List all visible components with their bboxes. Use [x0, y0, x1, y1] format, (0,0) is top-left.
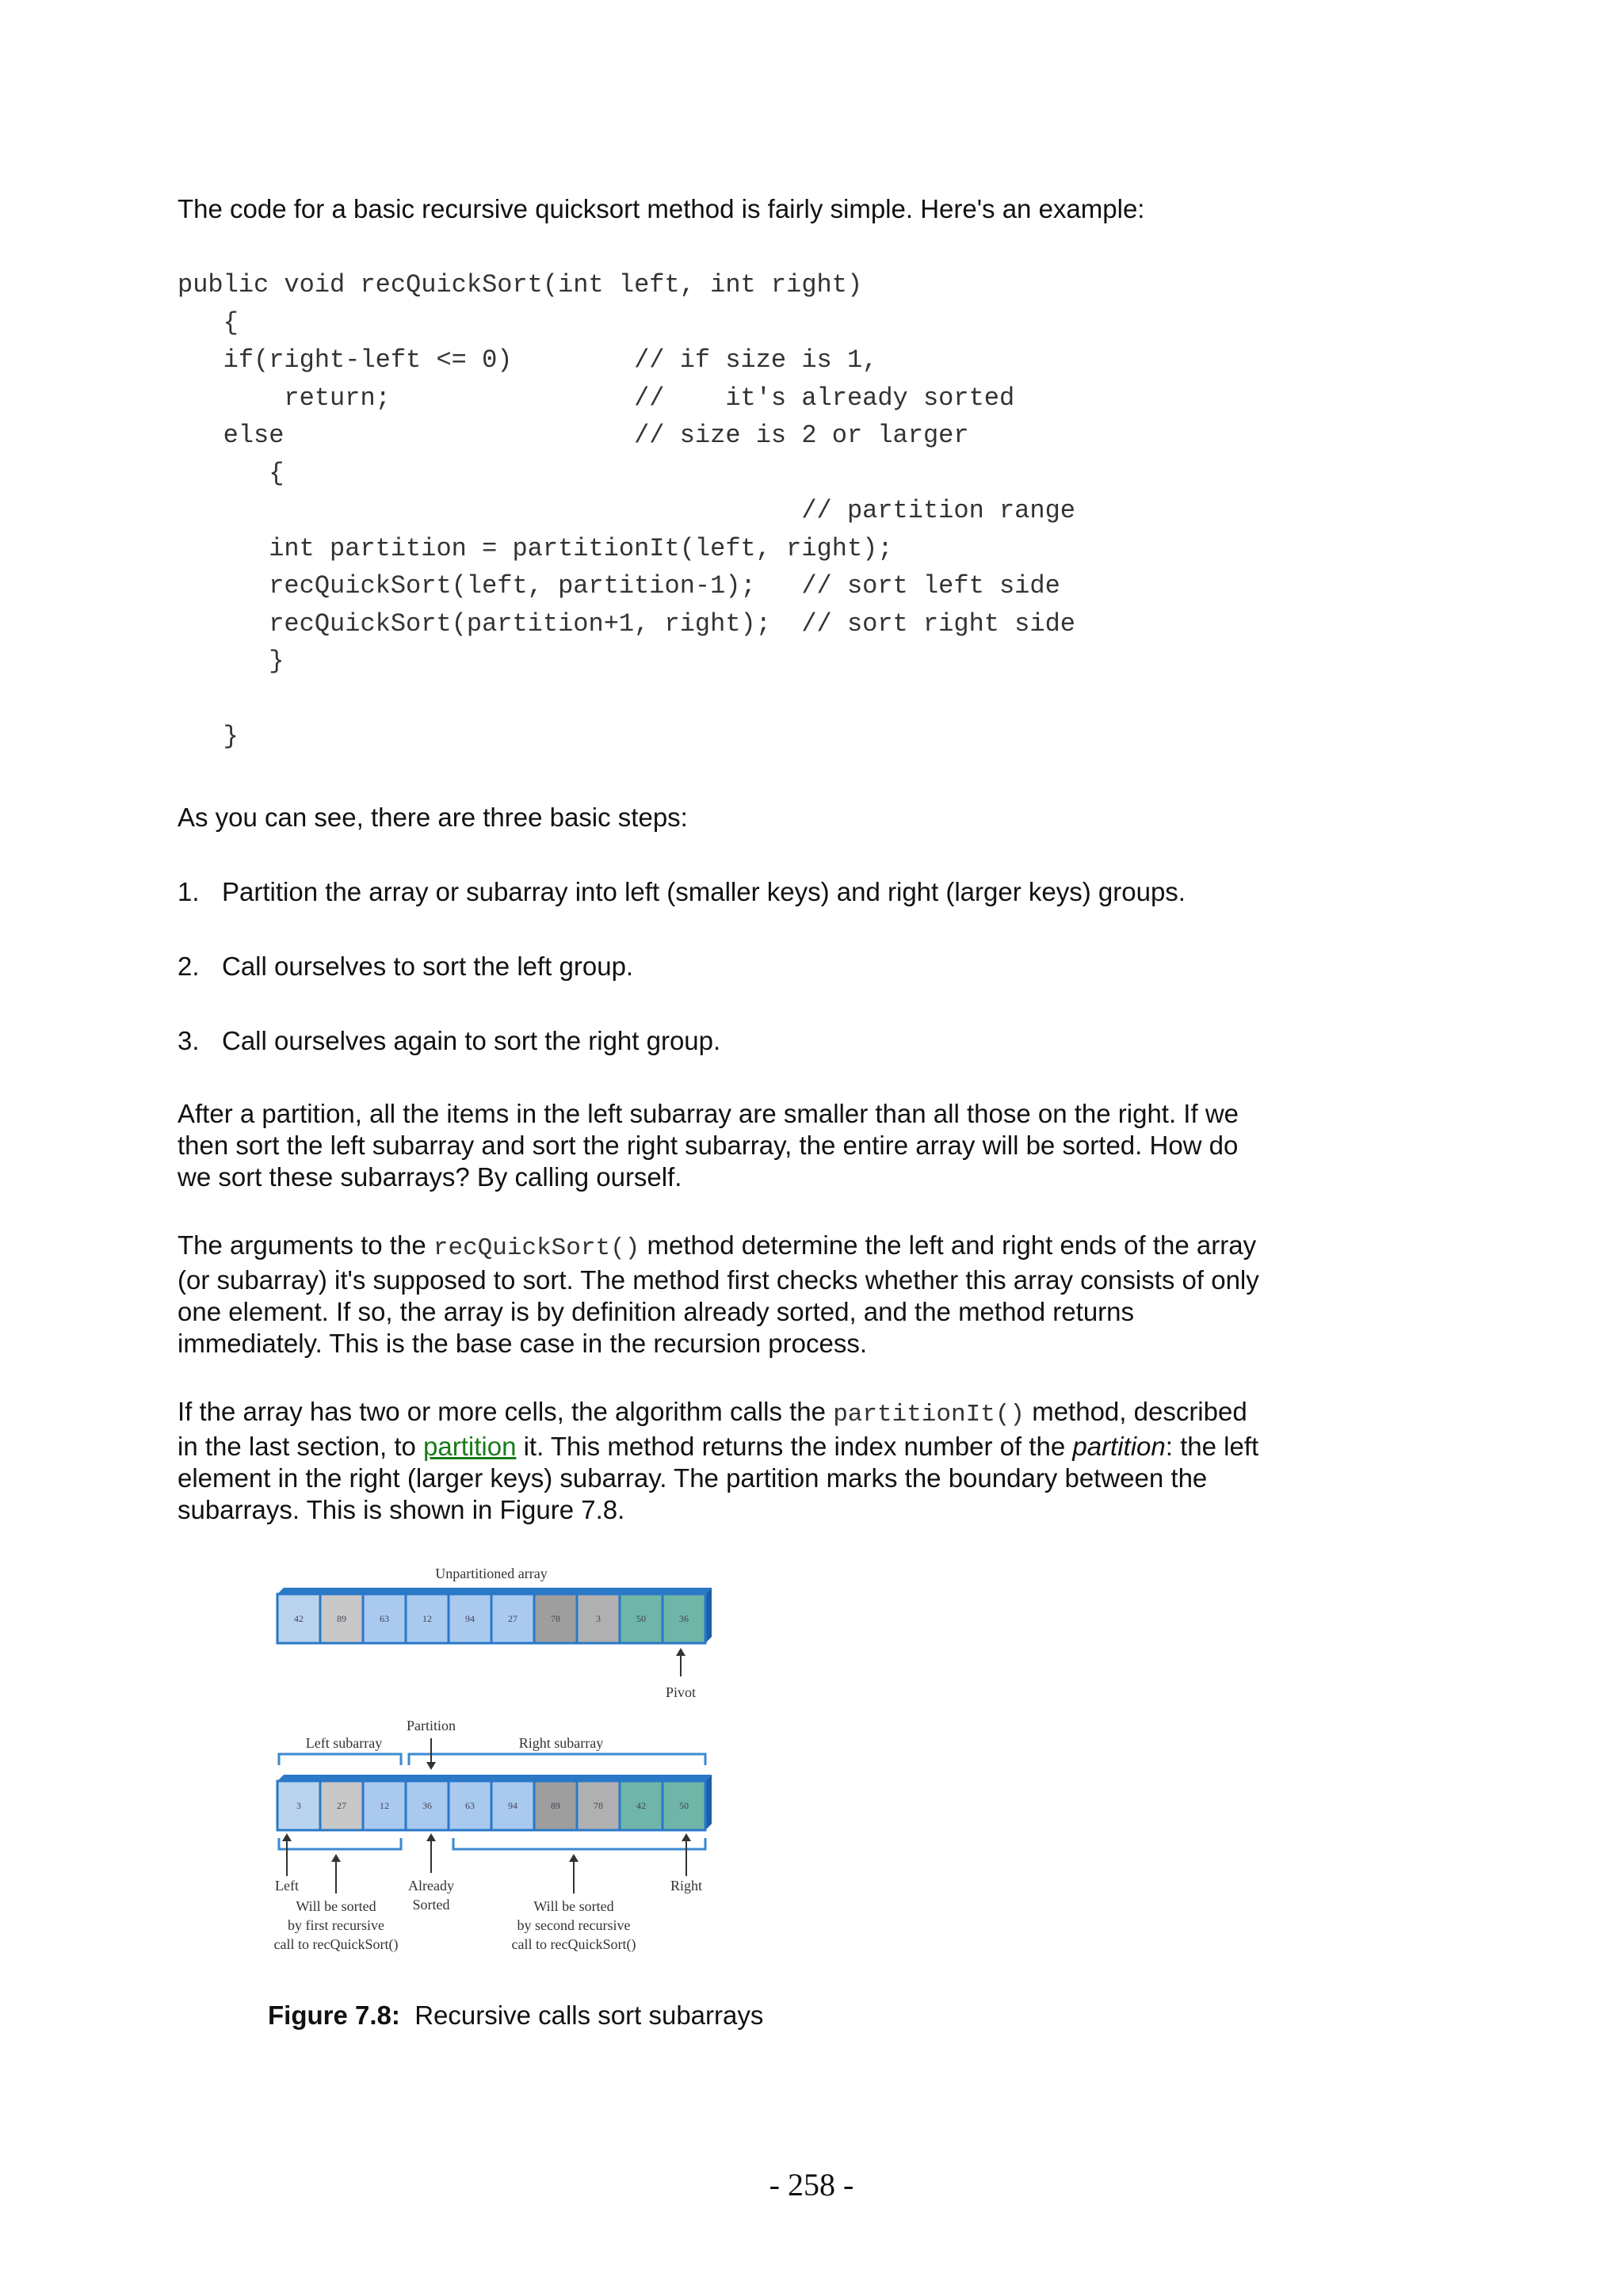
inline-code: partitionIt()	[833, 1401, 1025, 1428]
code-line: else // size is 2 or larger	[178, 421, 969, 450]
after-partition-paragraph: After a partition, all the items in the left subarray are smaller than all those on the right. If we then sort the left subarray and sort the right subarray, the entire array will be sorted. How do we sort these subarrays? By calling ourself.	[178, 1099, 1239, 1192]
step-item	[178, 876, 1186, 908]
pivot-label: Pivot	[665, 1684, 697, 1700]
array-cell-value: 36	[679, 1613, 689, 1624]
code-line: if(right-left <= 0) // if size is 1,	[178, 345, 878, 375]
sorted-label: Sorted	[412, 1897, 450, 1913]
array-cell-value: 12	[422, 1613, 432, 1624]
second-call-arrowhead	[569, 1854, 579, 1862]
array-cell-value: 63	[465, 1800, 475, 1811]
first-call-arrowhead	[331, 1854, 341, 1862]
text-run: The arguments to the	[178, 1230, 433, 1260]
partition-label: Partition	[407, 1718, 456, 1733]
step-number: 1.	[178, 877, 200, 906]
text-run: method, described in the last section, to	[178, 1397, 1247, 1461]
inline-code: recQuickSort()	[433, 1234, 640, 1262]
step-text: Call ourselves again to sort the right group.	[222, 1026, 721, 1055]
top-array-cells	[277, 1594, 705, 1643]
right-subarray-label: Right subarray	[518, 1735, 604, 1751]
left-bottom-bracket	[279, 1838, 401, 1849]
step-item	[178, 951, 633, 982]
pivot-arrowhead	[676, 1648, 685, 1656]
array-cell-value: 94	[465, 1613, 475, 1624]
array-cell-value: 27	[337, 1800, 346, 1811]
caption-label: Figure 7.8:	[268, 2000, 400, 2030]
step-item	[178, 1025, 720, 1057]
left-arrowhead	[282, 1833, 292, 1841]
right-bottom-bracket	[453, 1838, 705, 1849]
partition-link[interactable]: partition	[423, 1432, 517, 1461]
steps-intro: As you can see, there are three basic steps:	[178, 803, 688, 832]
array-cell-value: 3	[296, 1800, 301, 1811]
partition-arrowhead	[426, 1762, 436, 1770]
right-note-line: by second recursive	[517, 1917, 631, 1933]
right-subarray-bracket	[409, 1754, 705, 1765]
sorted-arrowhead	[426, 1833, 436, 1841]
step-number: 2.	[178, 952, 200, 981]
array-cell-value: 50	[679, 1800, 689, 1811]
code-block	[178, 266, 1075, 756]
step-text: Call ourselves to sort the left group.	[222, 952, 634, 981]
italic-term: partition	[1072, 1432, 1166, 1461]
array-cell-value: 78	[594, 1800, 603, 1811]
left-note-line: by first recursive	[288, 1917, 384, 1933]
code-line: {	[178, 307, 239, 338]
unpartitioned-array-label: Unpartitioned array	[435, 1566, 548, 1581]
step-number: 3.	[178, 1026, 200, 1055]
quicksort-diagram	[268, 1559, 727, 1971]
array-cell-value: 27	[508, 1613, 517, 1624]
code-line: recQuickSort(left, partition-1); // sort left side	[178, 571, 1060, 601]
step-text: Partition the array or subarray into left (smaller keys) and right (larger keys) groups.	[222, 877, 1186, 906]
right-note-line: Will be sorted	[533, 1898, 614, 1914]
left-note-line: call to recQuickSort()	[273, 1936, 399, 1952]
code-line: }	[178, 646, 285, 676]
two-or-more-paragraph	[178, 1396, 1263, 1526]
code-line: int partition = partitionIt(left, right);	[178, 533, 893, 563]
figure-7-8	[268, 1559, 727, 1971]
array-cell-value: 78	[551, 1613, 560, 1624]
code-line: return; // it's already sorted	[178, 383, 1015, 413]
left-subarray-label: Left subarray	[305, 1735, 383, 1751]
text-run: method determine the left and right ends of the array (or subarray) it's supposed to sort. The method first checks whether this array consists of only one element. If so, the array is by definition already sorted, and the method returns immediately. This is the base case in the recursion process.	[178, 1230, 1259, 1358]
code-line: public void recQuickSort(int left, int right)	[178, 270, 863, 299]
array-cell-value: 42	[294, 1613, 304, 1624]
intro-paragraph: The code for a basic recursive quicksort method is fairly simple. Here's an example:	[178, 194, 1145, 223]
text-run: If the array has two or more cells, the algorithm calls the	[178, 1397, 834, 1426]
already-label: Already	[408, 1878, 454, 1894]
array-cell-value: 89	[337, 1613, 346, 1624]
code-line: recQuickSort(partition+1, right); // sort right side	[178, 608, 1075, 639]
caption-text: Recursive calls sort subarrays	[414, 2000, 764, 2030]
text-run: it. This method returns the index number of the	[516, 1432, 1073, 1461]
array-cell-value: 3	[596, 1613, 601, 1624]
text-run: : the left element in the right (larger keys) subarray. The partition marks the boundary between the subarrays. This is shown in Figure 7.8.	[178, 1432, 1259, 1524]
code-line: }	[178, 722, 239, 751]
left-note-line: Will be sorted	[296, 1898, 376, 1914]
arguments-paragraph	[178, 1230, 1263, 1360]
right-arrowhead	[682, 1833, 691, 1841]
code-line: // partition range	[178, 496, 1075, 525]
page-number: - 258 -	[769, 2167, 854, 2203]
right-note-line: call to recQuickSort()	[511, 1936, 636, 1952]
array-cell-value: 12	[380, 1800, 389, 1811]
array-cell-value: 94	[508, 1800, 517, 1811]
array-cell-value: 50	[636, 1613, 646, 1624]
left-label: Left	[275, 1878, 299, 1894]
code-line	[178, 681, 1075, 719]
array-cell-value: 63	[380, 1613, 389, 1624]
left-subarray-bracket	[279, 1754, 401, 1765]
bottom-array-cells	[277, 1781, 705, 1830]
array-cell-value: 36	[422, 1800, 432, 1811]
right-label: Right	[670, 1878, 703, 1894]
array-cell-value: 89	[551, 1800, 560, 1811]
array-cell-value: 42	[636, 1800, 646, 1811]
code-line: {	[178, 458, 285, 488]
figure-caption	[268, 2000, 763, 2031]
